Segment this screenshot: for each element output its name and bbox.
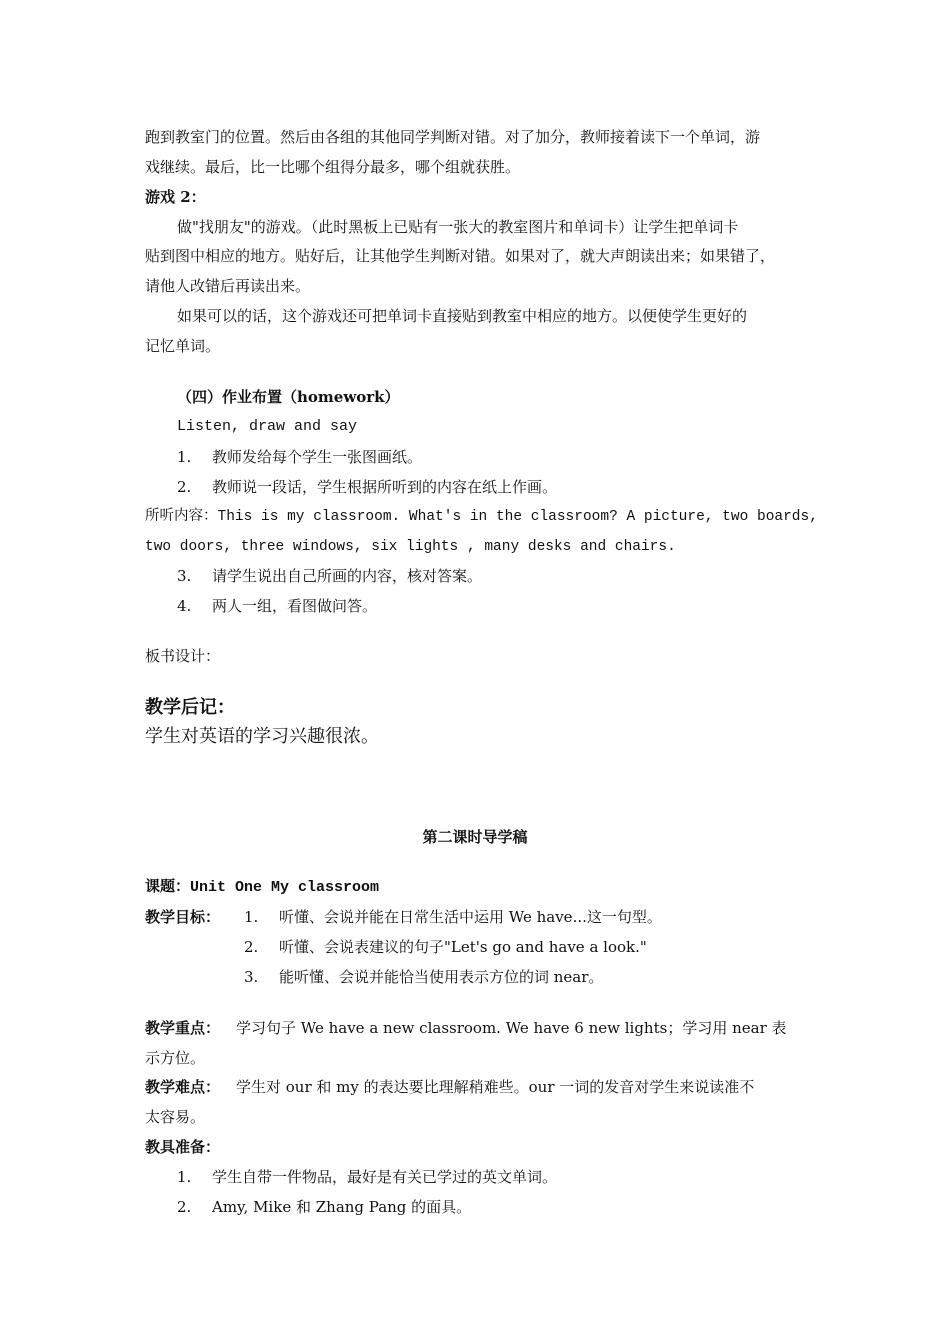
postscript-text: 学生对英语的学习兴趣很浓。 bbox=[145, 726, 379, 747]
list-item bbox=[177, 477, 557, 497]
key-points-text: 示方位。 bbox=[145, 1049, 206, 1067]
difficulty-text: 学生对 our 和 my 的表达要比理解稍难些。our 一词的发音对学生来说读准不 bbox=[236, 1078, 755, 1096]
list-number: 1. bbox=[177, 448, 192, 466]
list-item bbox=[177, 596, 377, 616]
list-number: 2. bbox=[177, 478, 192, 496]
goal-item bbox=[244, 967, 603, 987]
difficulty-label: 教学难点： bbox=[145, 1078, 221, 1096]
board-design-label: 板书设计： bbox=[145, 647, 221, 665]
goals-label: 教学目标： bbox=[145, 908, 221, 926]
list-text: 听懂、会说并能在日常生活中运用 We have...这一句型。 bbox=[279, 908, 662, 926]
list-text: 听懂、会说表建议的句子"Let's go and have a look." bbox=[279, 938, 647, 956]
paragraph-line: 如果可以的话，这个游戏还可把单词卡直接贴到教室中相应的地方。以便使学生更好的 bbox=[177, 307, 748, 325]
list-number: 4. bbox=[177, 597, 192, 615]
key-points-text: 学习句子 We have a new classroom. We have 6 new lights；学习用 near 表 bbox=[236, 1019, 787, 1037]
list-text: 两人一组，看图做问答。 bbox=[212, 597, 378, 615]
list-number: 1. bbox=[244, 908, 259, 926]
list-text: 教师说一段话，学生根据所听到的内容在纸上作画。 bbox=[212, 478, 558, 496]
list-number: 2. bbox=[244, 938, 259, 956]
listening-content-line: two doors, three windows, six lights , many desks and chairs. bbox=[145, 539, 676, 555]
tools-label: 教具准备： bbox=[145, 1138, 221, 1156]
paragraph-line: 跑到教室门的位置。然后由各组的其他同学判断对错。对了加分，教师接着读下一个单词，游 bbox=[145, 128, 761, 146]
lesson2-title: 第二课时导学稿 bbox=[422, 828, 528, 846]
tool-item bbox=[177, 1197, 471, 1217]
list-text: 教师发给每个学生一张图画纸。 bbox=[212, 448, 423, 466]
list-item bbox=[177, 447, 422, 467]
list-number: 2. bbox=[177, 1198, 192, 1216]
list-text: Amy, Mike 和 Zhang Pang 的面具。 bbox=[212, 1198, 472, 1216]
homework-heading: （四）作业布置（homework） bbox=[177, 388, 400, 406]
paragraph-line: 请他人改错后再读出来。 bbox=[145, 277, 311, 295]
postscript-heading: 教学后记： bbox=[145, 697, 235, 718]
list-text: 能听懂、会说并能恰当使用表示方位的词 near。 bbox=[279, 968, 604, 986]
listening-content-line: 所听内容：This is my classroom. What's in the classroom? A picture, two boards, bbox=[145, 509, 818, 525]
key-points-label: 教学重点： bbox=[145, 1019, 221, 1037]
difficulty-text: 太容易。 bbox=[145, 1108, 206, 1126]
list-text: 学生自带一件物品，最好是有关已学过的英文单词。 bbox=[212, 1168, 558, 1186]
paragraph-line: 贴到图中相应的地方。贴好后，让其他学生判断对错。如果对了，就大声朗读出来；如果错了， bbox=[145, 247, 776, 265]
homework-subtitle: Listen, draw and say bbox=[177, 418, 358, 435]
list-number: 3. bbox=[244, 968, 259, 986]
paragraph-line: 戏继续。最后，比一比哪个组得分最多，哪个组就获胜。 bbox=[145, 158, 521, 176]
list-number: 3. bbox=[177, 567, 192, 585]
list-number: 1. bbox=[177, 1168, 192, 1186]
goal-item bbox=[244, 907, 662, 927]
tool-item bbox=[177, 1167, 557, 1187]
list-text: 请学生说出自己所画的内容，核对答案。 bbox=[212, 567, 483, 585]
goal-item bbox=[244, 937, 647, 957]
paragraph-line: 记忆单词。 bbox=[145, 337, 221, 355]
game2-label: 游戏 2： bbox=[145, 188, 206, 206]
lesson-topic: 课题：Unit One My classroom bbox=[145, 879, 380, 896]
list-item bbox=[177, 566, 482, 586]
paragraph-line: 做"找朋友"的游戏。（此时黑板上已贴有一张大的教室图片和单词卡）让学生把单词卡 bbox=[177, 218, 739, 236]
